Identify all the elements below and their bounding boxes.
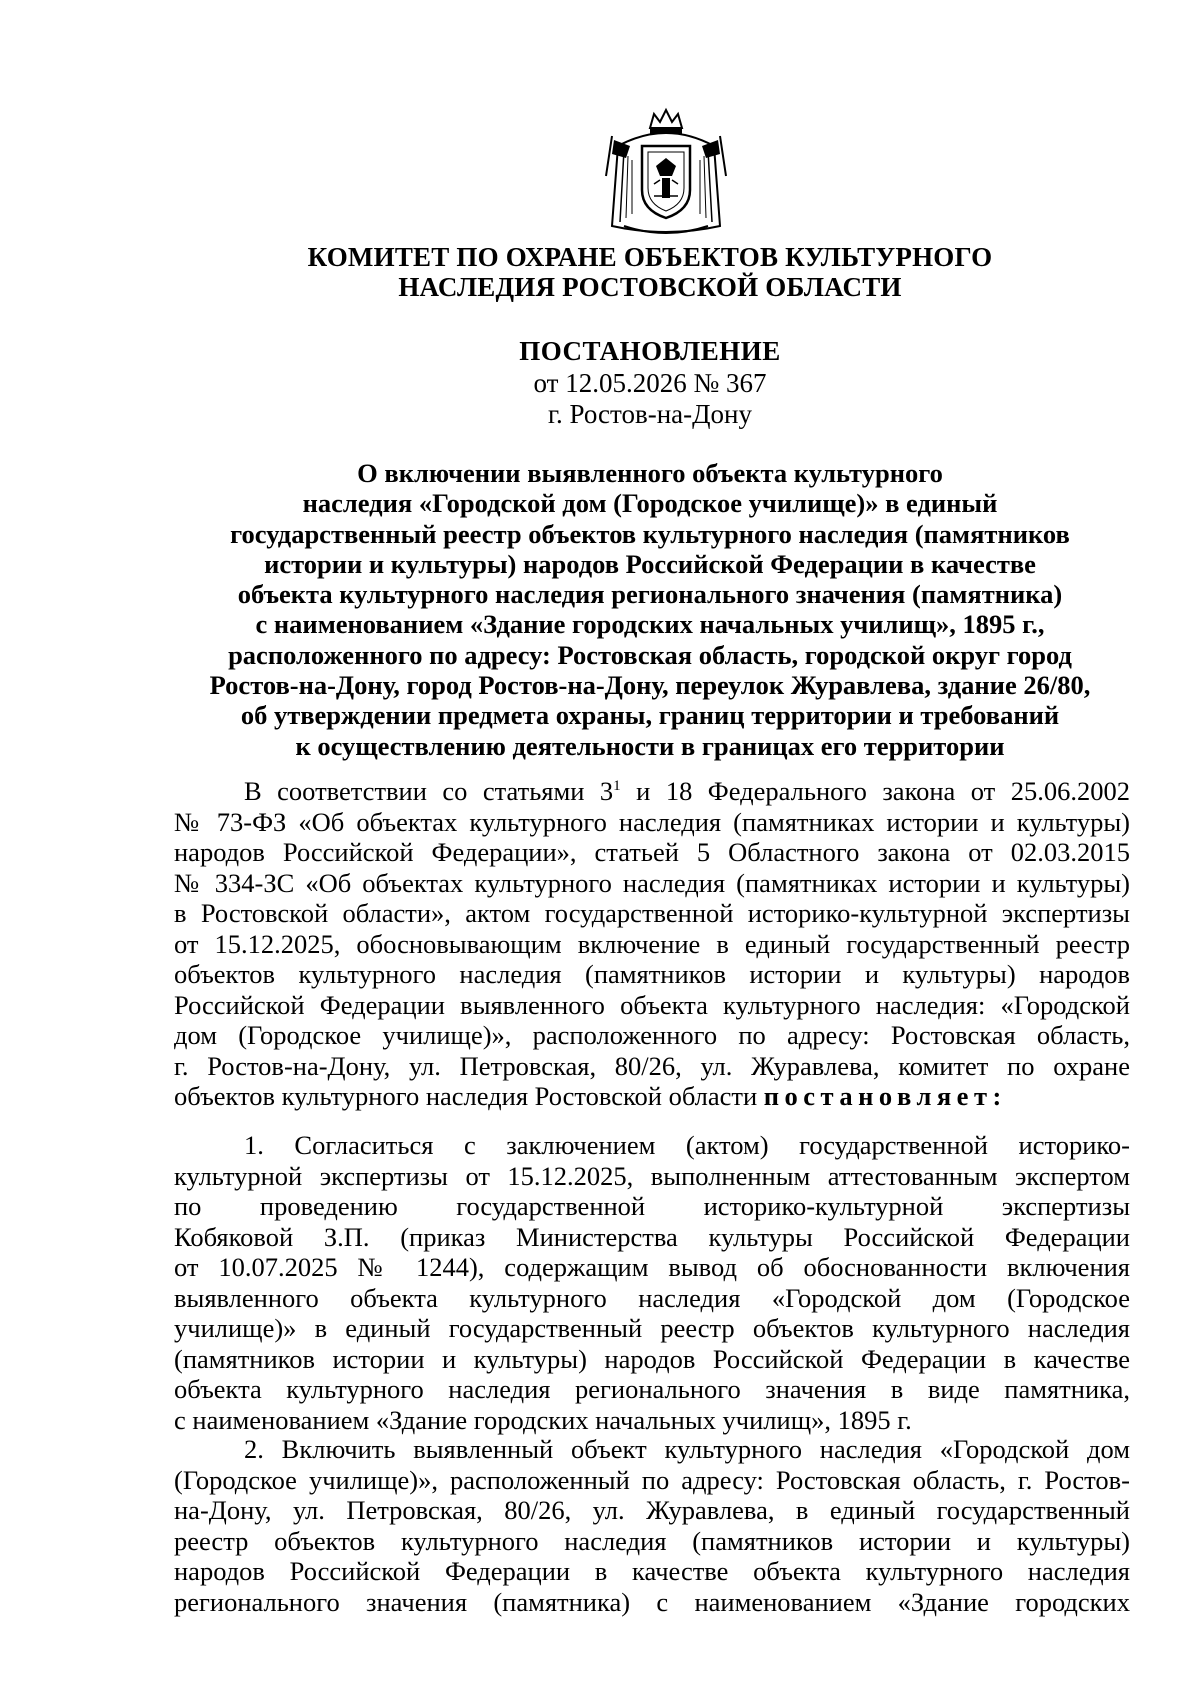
- decree-word: постановляет:: [763, 1081, 1007, 1111]
- clause-line: училище)» в единый государственный реестр объектов культурного наследия: [174, 1313, 1130, 1343]
- coat-of-arms-emblem: [604, 106, 728, 240]
- title-line: к осуществлению деятельности в границах его территории: [295, 730, 1005, 761]
- clause-line: по проведению государственной историко-культурной экспертизы: [174, 1191, 1130, 1221]
- clause-line: (памятников истории и культуры) народов Российской Федерации в качестве: [174, 1343, 1130, 1374]
- preamble-text: и 18 Федерального закона от 25.06.2002: [620, 776, 1130, 806]
- org-line-1: КОМИТЕТ ПО ОХРАНЕ ОБЪЕКТОВ КУЛЬТУРНОГО: [307, 242, 993, 272]
- clause-line: от 10.07.2025 № 1244), содержащим вывод об обоснованности включения: [174, 1252, 1130, 1282]
- preamble-text: В соответствии со статьями 3: [244, 776, 614, 806]
- preamble-text: объектов культурного наследия Ростовской области: [174, 1081, 764, 1111]
- preamble-line: [174, 1081, 1130, 1112]
- document-title: [170, 458, 1130, 761]
- preamble-line: дом (Городское училище)», расположенного по адресу: Ростовская область,: [174, 1020, 1130, 1050]
- clause-line: культурной экспертизы от 15.12.2025, выполненным аттестованным экспертом: [174, 1160, 1130, 1191]
- preamble-line: г. Ростов-на-Дону, ул. Петровская, 80/26, ул. Журавлева, комитет по охране: [174, 1050, 1130, 1081]
- clause-line: реестр объектов культурного наследия (памятников истории и культуры): [174, 1525, 1130, 1556]
- clause-line: 2. Включить выявленный объект культурного наследия «Городской дом: [244, 1434, 1130, 1464]
- clause-line: 1. Согласиться с заключением (актом) государственной историко-: [244, 1130, 1130, 1160]
- title-line: истории и культуры) народов Российской Федерации в качестве: [264, 548, 1036, 579]
- preamble-line: в Ростовской области», актом государственной историко-культурной экспертизы: [174, 898, 1130, 928]
- title-line: государственный реестр объектов культурного наследия (памятников: [230, 518, 1070, 549]
- document-city: г. Ростов-на-Дону: [547, 399, 752, 429]
- document-type: ПОСТАНОВЛЕНИЕ: [519, 336, 781, 366]
- title-line: расположенного по адресу: Ростовская область, городской округ город: [228, 639, 1072, 670]
- document-date-number: от 12.05.2026 № 367: [533, 368, 767, 398]
- title-line: об утверждении предмета охраны, границ территории и требований: [240, 700, 1060, 731]
- article-superscript: 1: [613, 778, 621, 795]
- preamble-line: Российской Федерации выявленного объекта культурного наследия: «Городской: [174, 989, 1130, 1020]
- title-line: наследия «Городской дом (Городское училище)» в единый: [302, 488, 998, 519]
- preamble-line: народов Российской Федерации», статьей 5 Областного закона от 02.03.2015: [174, 837, 1130, 867]
- title-line: объекта культурного наследия регионального значения (памятника): [237, 579, 1063, 610]
- clause-line: (Городское училище)», расположенный по адресу: Ростовская область, г. Ростов-: [174, 1464, 1130, 1495]
- clause-line: на-Дону, ул. Петровская, 80/26, ул. Журавлева, в единый государственный: [174, 1495, 1130, 1525]
- preamble-paragraph: [174, 776, 1130, 1112]
- clause-line: народов Российской Федерации в качестве объекта культурного наследия: [174, 1556, 1130, 1586]
- preamble-line: объектов культурного наследия (памятников истории и культуры) народов: [174, 959, 1130, 989]
- clause-line: с наименованием «Здание городских начальных училищ», 1895 г.: [174, 1404, 912, 1435]
- preamble-line: № 334-ЗС «Об объектах культурного наследия (памятниках истории и культуры): [174, 867, 1130, 898]
- org-line-2: НАСЛЕДИЯ РОСТОВСКОЙ ОБЛАСТИ: [398, 272, 902, 302]
- issuing-organization: [170, 242, 1130, 302]
- preamble-line: [174, 776, 1130, 807]
- clause-line: выявленного объекта культурного наследия «Городской дом (Городское: [174, 1282, 1130, 1313]
- title-line: Ростов-на-Дону, город Ростов-на-Дону, переулок Журавлева, здание 26/80,: [209, 670, 1091, 701]
- clause-2: [174, 1434, 1130, 1617]
- title-line: с наименованием «Здание городских начальных училищ», 1895 г.,: [255, 609, 1045, 640]
- preamble-line: № 73-ФЗ «Об объектах культурного наследия (памятниках истории и культуры): [174, 806, 1130, 837]
- clause-line: регионального значения (памятника) с наименованием «Здание городских: [174, 1586, 1130, 1617]
- preamble-line: от 15.12.2025, обосновывающим включение в единый государственный реестр: [174, 928, 1130, 959]
- title-line: О включении выявленного объекта культурного: [357, 458, 943, 488]
- clause-line: Кобяковой З.П. (приказ Министерства культуры Российской Федерации: [174, 1221, 1130, 1252]
- clause-line: объекта культурного наследия регионального значения в виде памятника,: [174, 1374, 1130, 1404]
- clause-1: [174, 1130, 1130, 1435]
